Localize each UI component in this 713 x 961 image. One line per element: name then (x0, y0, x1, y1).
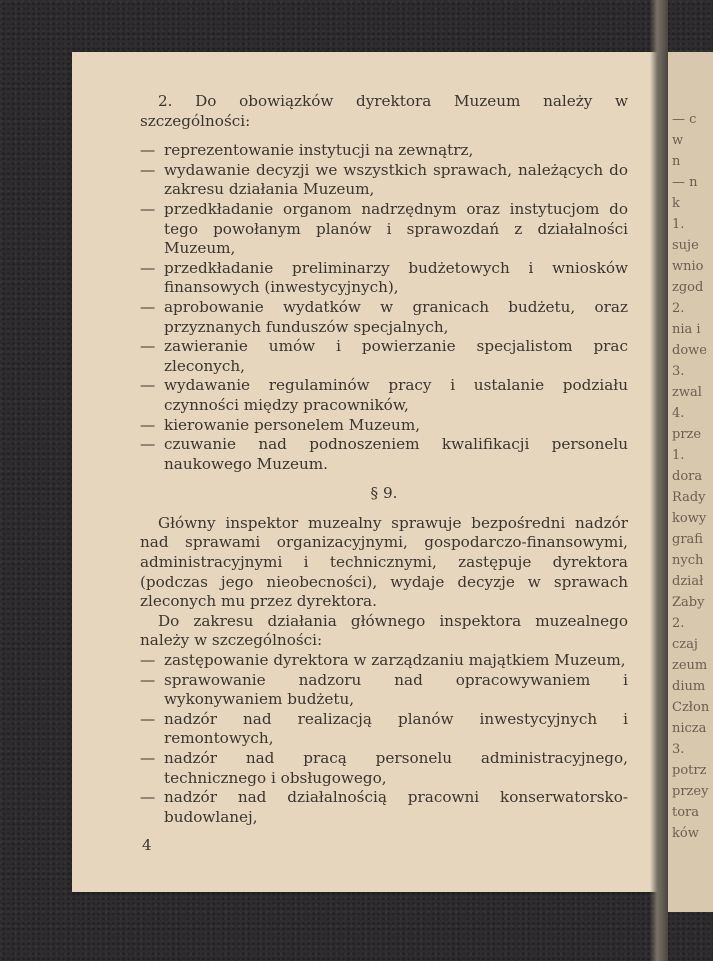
list-item (140, 435, 628, 474)
right-page-fragment: — c (672, 112, 697, 127)
list-item-text: nadzór nad działalnością pracowni konserwatorsko-budowlanej, (164, 788, 628, 826)
list-item (140, 337, 628, 376)
right-page-fragment: w (672, 133, 684, 148)
list-item-text: zawieranie umów i powierzanie specjalistom prac zleconych, (164, 337, 628, 375)
dash-bullet: — (140, 376, 156, 395)
page-number: 4 (142, 836, 152, 854)
list-item-text: wydawanie regulaminów pracy i ustalanie podziału czynności między pracowników, (164, 376, 628, 414)
right-page-fragment: Rady (672, 490, 706, 505)
list-item (140, 259, 628, 298)
list-item-text: reprezentowanie instytucji na zewnątrz, (164, 141, 474, 160)
list-item-text: przedkładanie preliminarzy budżetowych i wniosków finansowych (inwestycyjnych), (164, 258, 628, 297)
book-page-right-edge (668, 52, 713, 912)
dash-bullet: — (140, 670, 156, 689)
right-page-fragment: wnio (672, 259, 704, 274)
dash-bullet: — (140, 788, 156, 807)
right-page-fragment: czaj (672, 637, 698, 652)
list-item (140, 161, 628, 200)
right-page-fragment: kowy (672, 511, 707, 526)
right-page-fragment: przey (672, 784, 709, 799)
list-item (140, 671, 628, 710)
right-page-fragment: nych (672, 553, 704, 568)
right-page-fragment: prze (672, 427, 702, 442)
right-page-fragment: dium (672, 679, 706, 694)
list-item-text: nadzór nad realizacją planów inwestycyjnych i remontowych, (164, 709, 628, 748)
dash-bullet: — (140, 651, 156, 670)
list-item (140, 788, 628, 827)
right-page-fragment: 4. (672, 406, 685, 421)
right-page-fragment: — n (672, 175, 698, 190)
section-heading: § 9. (370, 484, 398, 503)
right-page-fragment: 1. (672, 217, 685, 232)
inspector-scope-paragraph: Do zakresu działania głównego inspektora muzealnego należy w szczególności: (140, 611, 628, 650)
list-item-text: wydawanie decyzji we wszystkich sprawach, należących do zakresu działania Muzeum, (164, 160, 628, 199)
list-item-text: czuwanie nad podnoszeniem kwalifikacji personelu naukowego Muzeum. (164, 435, 628, 473)
list-item-text: sprawowanie nadzoru nad opracowywaniem i wykonywaniem budżetu, (164, 670, 628, 709)
right-page-fragment: zeum (672, 658, 708, 673)
list-item (140, 141, 628, 161)
right-page-fragment: suje (672, 238, 699, 253)
inspector-paragraph: Główny inspektor muzealny sprawuje bezpośredni nadzór nad sprawami organizacyjnymi, gospodarczo-finansowymi, administracyjnymi i technicznymi, zastępuje dyrektora (podczas jego nieobecności), wydaje decyzje w sprawach zleconych mu przez dyrektora. (140, 513, 628, 611)
dash-bullet: — (140, 297, 156, 316)
page-text (140, 92, 628, 827)
right-page-fragment: k (672, 196, 680, 211)
dash-bullet: — (140, 749, 156, 767)
list-item (140, 200, 628, 259)
right-page-fragment: nicza (672, 721, 707, 736)
dash-bullet: — (140, 709, 156, 728)
dash-bullet: — (140, 160, 156, 179)
dash-bullet: — (140, 141, 156, 160)
list-item-text: kierowanie personelem Muzeum, (164, 415, 421, 434)
right-page-fragment: Zaby (672, 595, 705, 610)
list-item-text: zastępowanie dyrektora w zarządzaniu majątkiem Muzeum, (164, 651, 626, 670)
right-page-fragment: tora (672, 805, 700, 820)
right-page-fragment: dowe (672, 343, 707, 358)
dash-bullet: — (140, 415, 156, 434)
dash-bullet: — (140, 435, 156, 454)
dash-bullet: — (140, 337, 156, 356)
right-page-fragment: grafi (672, 532, 703, 547)
right-page-fragment: Człon (672, 700, 710, 715)
list-item (140, 651, 628, 671)
right-page-fragment: zgod (672, 280, 704, 295)
right-page-fragment: dział (672, 574, 704, 589)
director-duties-list (140, 141, 628, 474)
right-page-fragment: nia i (672, 322, 701, 337)
right-page-fragment: 3. (672, 364, 685, 379)
dash-bullet: — (140, 199, 156, 218)
list-item (140, 376, 628, 415)
list-item (140, 710, 628, 749)
inspector-duties-list (140, 651, 628, 827)
list-item-text: przedkładanie organom nadrzędnym oraz instytucjom do tego powołanym planów i sprawozdań z działalności Muzeum, (164, 199, 628, 258)
dash-bullet: — (140, 258, 156, 277)
right-page-fragment: potrz (672, 763, 707, 778)
list-item (140, 298, 628, 337)
intro-paragraph: 2. Do obowiązków dyrektora Muzeum należy w szczególności: (140, 92, 628, 130)
right-page-fragment: n (672, 154, 681, 169)
right-page-fragment: 2. (672, 301, 685, 316)
right-page-fragment: 3. (672, 742, 685, 757)
list-item-text: nadzór nad pracą personelu administracyjnego, technicznego i obsługowego, (164, 749, 628, 787)
right-page-fragment: 2. (672, 616, 685, 631)
right-page-fragment: ków (672, 826, 699, 841)
right-page-fragment: zwal (672, 385, 702, 400)
right-page-fragment: 1. (672, 448, 685, 463)
book-gutter (650, 0, 668, 961)
list-item (140, 749, 628, 788)
list-item-text: aprobowanie wydatków w granicach budżetu, oraz przyznanych funduszów specjalnych, (164, 297, 628, 336)
list-item (140, 416, 628, 436)
book-page-left (72, 52, 662, 892)
right-page-fragment: dora (672, 469, 703, 484)
